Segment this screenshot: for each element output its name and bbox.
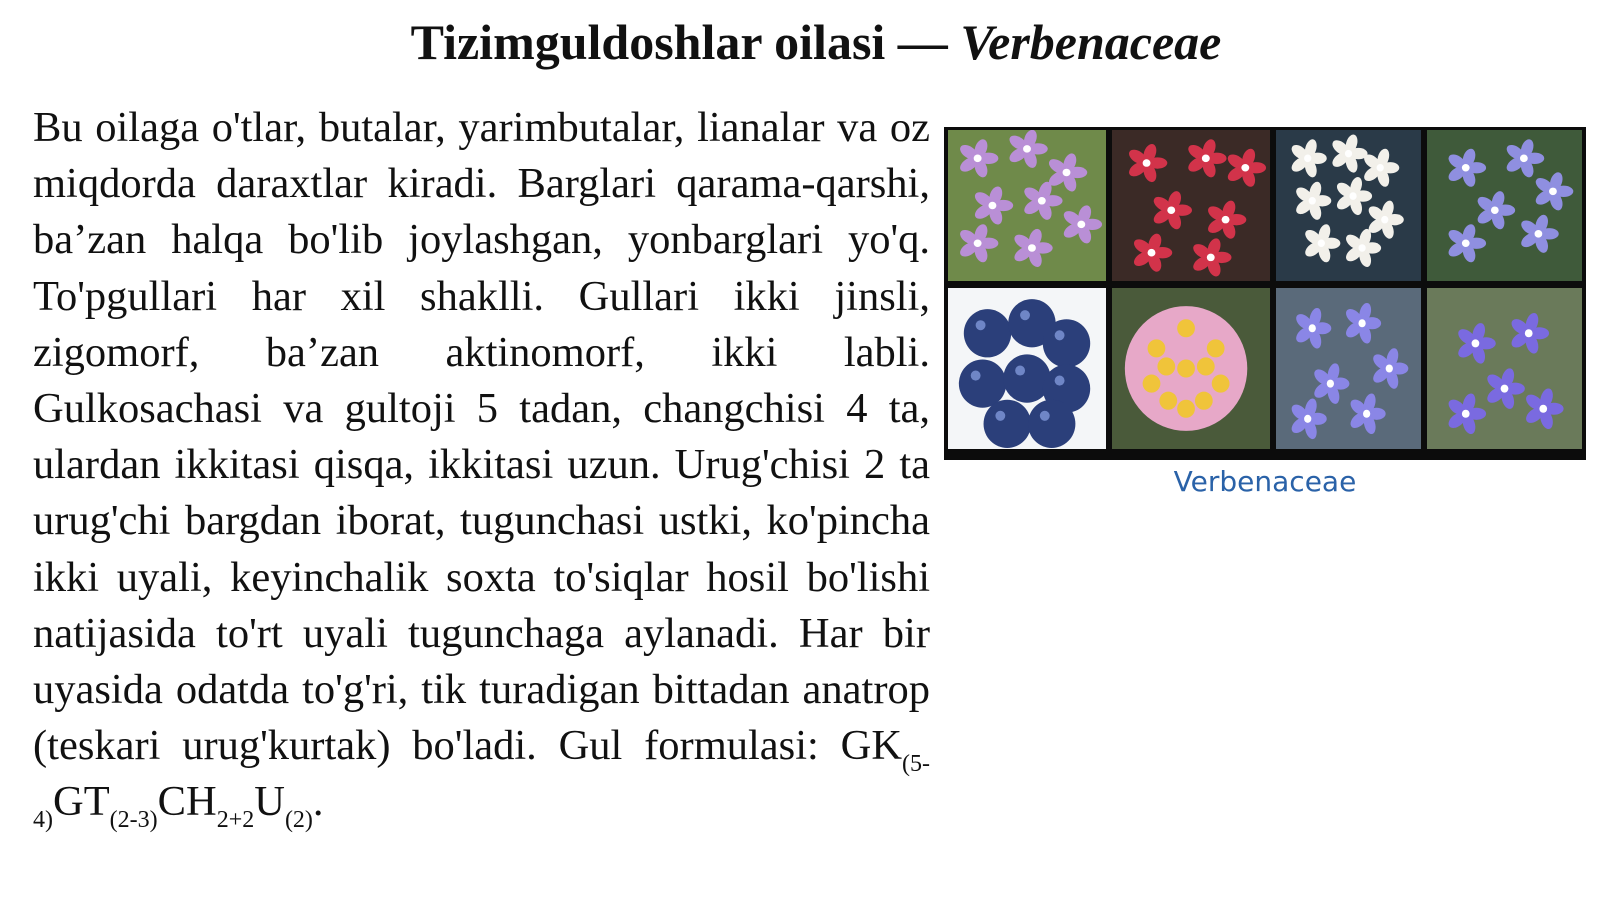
- formula-u: U: [254, 778, 285, 826]
- lantana-flower-cluster-icon: [1112, 288, 1270, 449]
- formula-gk-sub: (5-4): [33, 751, 930, 834]
- photo-tile: [948, 130, 1106, 281]
- photo-tile: [1427, 130, 1582, 281]
- red-white-verbena-flowers-icon: [1112, 130, 1270, 281]
- blue-berries-icon: [948, 288, 1106, 449]
- formula-ch: CH: [157, 778, 217, 826]
- formula-end: .: [312, 778, 324, 826]
- photo-tile: [1112, 288, 1270, 449]
- photo-tile: [948, 288, 1106, 449]
- description-paragraph: [33, 100, 930, 834]
- formula-u-sub: (2): [284, 807, 313, 834]
- title-latin-name: Verbenaceae: [960, 14, 1222, 70]
- blue-violet-flowers-icon: [1427, 130, 1582, 281]
- figure-caption[interactable]: Verbenaceae: [1173, 465, 1357, 498]
- formula-gt-sub: (2-3): [109, 807, 158, 834]
- paragraph-text: Bu oilaga o'tlar, butalar, yarimbutalar, lianalar va oz miqdorda daraxtlar kiradi. Barglari qarama-qarshi, ba’zan halqa bo'lib joylashgan, yonbarglari yo'q. To'pgullari har xil shaklli. Gullari ikki jinsli, zigomorf, ba’zan aktinomorf, ikki labli. Gulkosachasi va gultoji 5 tadan, changchisi 4 ta, ulardan ikkitasi qisqa, ikkitasi uzun. Urug'chisi 2 ta urug'chi bargdan iborat, tugunchasi ustki, ko'pincha ikki uyali, keyinchalik soxta to'siqlar hosil bo'lishi natijasida to'rt uyali tugunchaga aylanadi. Har bir uyasida odatda to'g'ri, tik turadigan bittadan anatrop (teskari urug'kurtak) bo'ladi. Gul formulasi:: [33, 104, 930, 770]
- purple-star-flowers-icon: [1276, 288, 1421, 449]
- verbenaceae-photo-collage: [944, 127, 1586, 460]
- lilac-verbena-flowers-icon: [948, 130, 1106, 281]
- formula-ch-sub: 2+2: [216, 807, 255, 834]
- title-text: Tizimguldoshlar oilasi —: [410, 14, 961, 70]
- formula-gt: GT: [53, 778, 110, 826]
- photo-tile: [1276, 288, 1421, 449]
- photo-tile: [1276, 130, 1421, 281]
- formula-gk: GK: [840, 722, 903, 770]
- photo-tile: [1427, 288, 1582, 449]
- purple-bell-flowers-icon: [1427, 288, 1582, 449]
- slide-title: [0, 10, 1600, 74]
- white-verbena-flowers-icon: [1276, 130, 1421, 281]
- photo-tile: [1112, 130, 1270, 281]
